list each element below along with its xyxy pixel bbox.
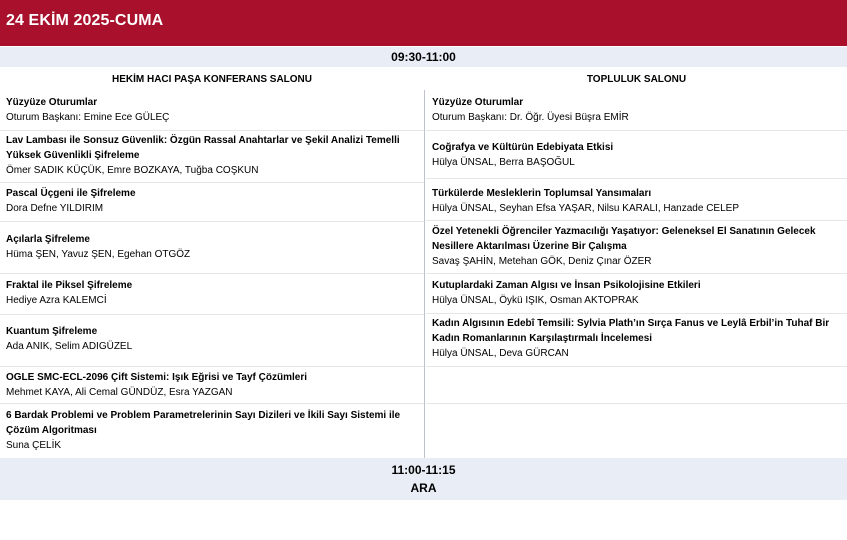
column-header-right: TOPLULUK SALONU bbox=[586, 74, 687, 85]
row-separator bbox=[426, 130, 847, 131]
row-separator bbox=[0, 273, 424, 274]
session-authors: Ada ANIK, Selim ADIGÜZEL bbox=[6, 341, 133, 352]
session-right-4 bbox=[426, 224, 847, 269]
session-authors: Hülya ÜNSAL, Seyhan Efsa YAŞAR, Nilsu KARALI, Hanzade CELEP bbox=[432, 203, 739, 214]
session-left-8 bbox=[0, 408, 424, 453]
session-authors: Suna ÇELİK bbox=[6, 440, 62, 451]
session-title: OGLE SMC-ECL-2096 Çift Sistemi: Işık Eğrisi ve Tayf Çözümleri bbox=[6, 372, 308, 383]
session-authors: Hediye Azra KALEMCİ bbox=[6, 295, 107, 306]
session-left-7 bbox=[0, 370, 424, 400]
row-separator bbox=[426, 403, 847, 404]
session-title: Yüzyüze Oturumlar bbox=[6, 97, 98, 108]
row-separator bbox=[426, 366, 847, 367]
row-separator bbox=[0, 366, 424, 367]
row-separator bbox=[0, 182, 424, 183]
session-authors: Hüma ŞEN, Yavuz ŞEN, Egehan OTGÖZ bbox=[6, 249, 191, 260]
session-left-5 bbox=[0, 278, 424, 308]
session-left-6 bbox=[0, 324, 424, 354]
session-right-2 bbox=[426, 140, 847, 170]
row-separator bbox=[426, 220, 847, 221]
session-title: Fraktal ile Piksel Şifreleme bbox=[6, 280, 133, 291]
session-authors: Mehmet KAYA, Ali Cemal GÜNDÜZ, Esra YAZGAN bbox=[6, 387, 233, 398]
column-divider bbox=[424, 90, 425, 458]
row-separator bbox=[0, 130, 424, 131]
session-left-1 bbox=[0, 95, 424, 125]
session-right-6 bbox=[426, 316, 847, 361]
session-title: Coğrafya ve Kültürün Edebiyata Etkisi bbox=[432, 142, 614, 153]
day-header bbox=[0, 0, 847, 46]
day-title: 24 EKİM 2025-CUMA bbox=[6, 12, 164, 29]
break-time: 11:00-11:15 bbox=[391, 463, 456, 477]
session-title: Kutuplardaki Zaman Algısı ve İnsan Psikolojisine Etkileri bbox=[432, 280, 701, 291]
session-title: 6 Bardak Problemi ve Problem Parametrelerinin Sayı Dizileri ve İkili Sayı Sistemi ile Çözüm Algoritması bbox=[6, 410, 401, 436]
session-right-1 bbox=[426, 95, 847, 125]
session-title: Yüzyüze Oturumlar bbox=[432, 97, 524, 108]
column-header-left: HEKİM HACI PAŞA KONFERANS SALONU bbox=[111, 74, 312, 85]
session-title: Açılarla Şifreleme bbox=[6, 234, 90, 245]
row-separator bbox=[426, 178, 847, 179]
session-authors: Ömer SADIK KÜÇÜK, Emre BOZKAYA, Tuğba COŞKUN bbox=[6, 165, 259, 176]
row-separator bbox=[426, 313, 847, 314]
session-authors: Hülya ÜNSAL, Deva GÜRCAN bbox=[432, 348, 569, 359]
row-separator bbox=[426, 273, 847, 274]
session-authors: Oturum Başkanı: Emine Ece GÜLEÇ bbox=[6, 112, 170, 123]
slot-time: 09:30-11:00 bbox=[0, 47, 847, 67]
session-title: Özel Yetenekli Öğrenciler Yazmacılığı Yaşatıyor: Geleneksel El Sanatının Gelecek Nesillere Aktarılması Üzerine Bir Çalışma bbox=[432, 226, 816, 252]
break-row bbox=[0, 458, 847, 500]
row-separator bbox=[0, 403, 424, 404]
session-title: Lav Lambası ile Sonsuz Güvenlik: Özgün Rassal Anahtarlar ve Şekil Analizi Temelli Yüksek Güvenlikli Şifreleme bbox=[6, 135, 400, 161]
session-right-5 bbox=[426, 278, 847, 308]
session-title: Kadın Algısının Edebî Temsili: Sylvia Plath’ın Sırça Fanus ve Leylâ Erbil’in Tuhaf Bir Kadın Romanlarının Karşılaştırmalı İncelemesi bbox=[432, 318, 830, 344]
row-separator bbox=[0, 314, 424, 315]
session-authors: Hülya ÜNSAL, Berra BAŞOĞUL bbox=[432, 157, 575, 168]
session-authors: Savaş ŞAHİN, Metehan GÖK, Deniz Çınar ÖZER bbox=[432, 256, 652, 267]
session-title: Kuantum Şifreleme bbox=[6, 326, 98, 337]
session-authors: Dora Defne YILDIRIM bbox=[6, 203, 104, 214]
break-label: ARA bbox=[410, 481, 437, 495]
session-left-2 bbox=[0, 133, 424, 178]
row-separator bbox=[0, 221, 424, 222]
session-title: Türkülerde Mesleklerin Toplumsal Yansımaları bbox=[432, 188, 652, 199]
session-authors: Oturum Başkanı: Dr. Öğr. Üyesi Büşra EMİR bbox=[432, 112, 629, 123]
session-right-3 bbox=[426, 186, 847, 216]
session-left-4 bbox=[0, 232, 424, 262]
session-authors: Hülya ÜNSAL, Öykü IŞIK, Osman AKTOPRAK bbox=[432, 295, 639, 306]
session-title: Pascal Üçgeni ile Şifreleme bbox=[6, 188, 136, 199]
session-left-3 bbox=[0, 186, 424, 216]
